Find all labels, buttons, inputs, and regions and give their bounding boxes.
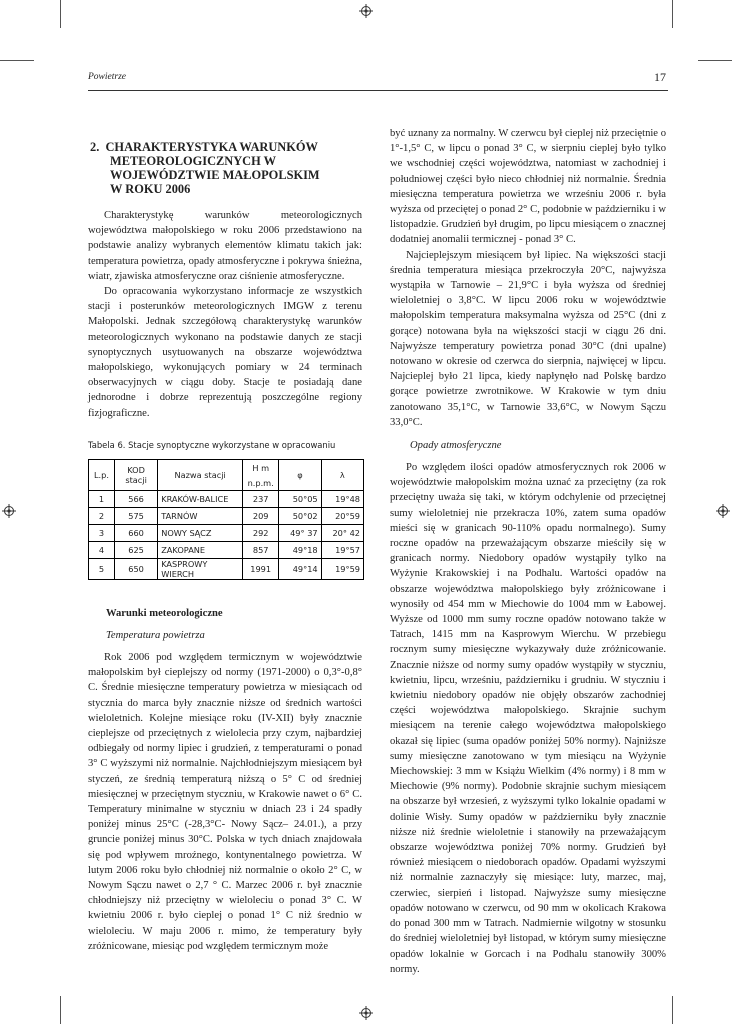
col-header: H m <box>243 460 279 476</box>
section-heading <box>90 140 360 196</box>
cell: 50°05 <box>279 491 321 508</box>
registration-mark-icon <box>359 4 373 18</box>
crop-mark-tl-v <box>60 0 61 28</box>
cell: 237 <box>243 491 279 508</box>
cell: 19°57 <box>321 542 363 559</box>
cell: 49°18 <box>279 542 321 559</box>
crop-mark-tr-h <box>698 60 732 61</box>
cell: 19°59 <box>321 559 363 580</box>
crop-mark-br-v <box>672 996 673 1024</box>
registration-mark-icon <box>359 1006 373 1020</box>
paragraph: Najcieplejszym miesiącem był lipiec. Na większości stacji średnia temperatura miesiąca przekroczyła 20°C, najwyższa wystąpiła w Tarnowie – 21,9°C i była wyższa od średniej wieloletniej o 3,8°C. W lipcu 2006 roku w województwie małopolskim temperatura maksymalna wyższa od 25°C (dni z gorące) notowana była na większości stacji w ciągu 26 dni. Najwyższe temperatury powietrza ponad 30°C (dni upalne) notowano w okresie od czerwca do sierpnia, najwięcej w lipcu. Najcieplej było 21 lipca, kiedy napłynęło nad Polskę bardzo gorące powietrze zwrotnikowe. W Krakowie w tym dniu zanotowano 35,1°C, w Tarnowie 33,6°C, w Nowym Sączu 33,0°C. <box>390 249 666 428</box>
heading-line: 2. CHARAKTERYSTYKA WARUNKÓW <box>90 140 318 154</box>
registration-mark-icon <box>716 504 730 518</box>
intro-text <box>88 208 362 421</box>
header-rule <box>88 90 668 91</box>
cell: 625 <box>114 542 157 559</box>
cell: 292 <box>243 525 279 542</box>
precipitation-text <box>390 460 666 977</box>
cell: 1991 <box>243 559 279 580</box>
cell: 857 <box>243 542 279 559</box>
col-header: L.p. <box>89 460 115 491</box>
cell: 2 <box>89 508 115 525</box>
cell: 20° 42 <box>321 525 363 542</box>
temperature-text-right <box>390 126 666 430</box>
crop-mark-tr-v <box>672 0 673 28</box>
cell: 49°14 <box>279 559 321 580</box>
col-header: n.p.m. <box>243 475 279 491</box>
heading-line: METEOROLOGICZNYCH W <box>110 154 277 168</box>
temperature-subtitle: Temperatura powietrza <box>106 630 205 641</box>
table-row <box>89 559 364 580</box>
cell: KASPROWY WIERCH <box>158 559 243 580</box>
cell: 650 <box>114 559 157 580</box>
cell: ZAKOPANE <box>158 542 243 559</box>
table-row <box>89 542 364 559</box>
paragraph: Do opracowania wykorzystano informacje ze wszystkich stacji i posterunków meteorologicznych IMGW z terenu Małopolski. Jednak szczegółową charakterystykę warunków meteorologicznych wykonano na podstawie danych ze stacji synoptycznych usytuowanych na obszarze województwa małopolskiego, wykonujących pomiary w 24 terminach obserwacyjnych w ciągu doby. Stacje te posiadają dane jednorodne i dobrze reprezentują poszczególne regiony fizjograficzne. <box>88 286 362 419</box>
heading-line: W ROKU 2006 <box>110 182 191 196</box>
registration-mark-icon <box>2 504 16 518</box>
heading-line: WOJEWÓDZTWIE MAŁOPOLSKIM <box>110 168 320 182</box>
stations-table <box>88 459 364 580</box>
col-header: KOD stacji <box>114 460 157 491</box>
paragraph: Charakterystykę warunków meteorologicznych województwa małopolskiego w roku 2006 przedstawiono na podstawie analizy wybranych elementów klimatu takich jak: temperatura powietrza, opady atmosferyczne i pokrywa śnieżna, wiatr, zjawiska atmosferyczne oraz ciśnienie atmosferyczne. <box>88 210 362 282</box>
col-header: φ <box>279 460 321 491</box>
col-header: λ <box>321 460 363 491</box>
cell: 20°59 <box>321 508 363 525</box>
cell: TARNÓW <box>158 508 243 525</box>
cell: 3 <box>89 525 115 542</box>
crop-mark-bl-v <box>60 996 61 1024</box>
page-number: 17 <box>654 70 666 84</box>
cell: 5 <box>89 559 115 580</box>
cell: 575 <box>114 508 157 525</box>
cell: 4 <box>89 542 115 559</box>
table-row <box>89 525 364 542</box>
cell: 566 <box>114 491 157 508</box>
cell: 660 <box>114 525 157 542</box>
col-header: Nazwa stacji <box>158 460 243 491</box>
running-title: Powietrze <box>88 72 126 82</box>
cell: 1 <box>89 491 115 508</box>
paragraph: być uznany za normalny. W czerwcu był cieplej niż przeciętnie o 1°-1,5° C, w lipcu o ponad 3° C, w sierpniu cieplej było tylko we wschodniej części województwa, natomiast w zachodniej i południowej części było nieco chłodniej niż normalnie. Średnia miesięczna temperatura powietrza we wrześniu 2006 r. była wyższa od przeciętej o ponad 2° C, podobnie w październiku i w listopadzie. Grudzień był drugim, po lipcu miesiącem o znacznej dodatniej anomalii termicznej - ponad 3° C. <box>390 128 666 246</box>
section-subtitle: Warunki meteorologiczne <box>106 608 223 619</box>
paragraph: Rok 2006 pod względem termicznym w województwie małopolskim był cieplejszy od normy (1971-2000) o 0,3°-0,8° C. Średnie miesięczne temperatury powietrza w miesiącach od stycznia do marca były znacznie niższe od średnich wartości wieloletnich. Kolejne miesiące roku (IV-XII) były znacznie cieplejsze od przeciętnych z wielolecia przy czym, najbardziej odbiegały od normy lipiec i grudzień, z temperaturami o ponad 3° C wyższymi niż normalnie. Najchłodniejszym miesiącem był styczeń, ze średnią temperaturą niższą o 5° C od średniej miesięcznej w przeciętnym styczniu, w Krakowie nawet o 6° C. Temperatury minimalne w styczniu w dniach 23 i 24 spadły poniżej minus 25°C (-28,3°C- Nowy Sącz– 24.01.), a przy gruncie poniżej minus 30°C. Polska w tych dniach znajdowała się pod wpływem mroźnego, kontynentalnego powietrza. W lutym 2006 roku było chłodniej niż normalnie o około 2° C, w Nowym Sączu nawet o 2,7 ° C. Marzec 2006 r. był znacznie chłodniejszy niż przeciętny w wieloleciu o ponad 3° C. W kwietniu 2006 r. było cieplej o ponad 1° C niż średnio w wieloleciu. W maju 2006 r. mimo, że temperatury były zróżnicowane, miesiąc pod względem termicznym może <box>88 652 362 952</box>
cell: 209 <box>243 508 279 525</box>
cell: KRAKÓW-BALICE <box>158 491 243 508</box>
precipitation-subtitle: Opady atmosferyczne <box>410 440 502 451</box>
paragraph: Po względem ilości opadów atmosferycznych rok 2006 w województwie małopolskim można uznać za przeciętny (za rok przeciętny uważa się taki, w którym odchylenie od przeciętnej sumy wieloletniej nie przekracza 10%, zatem suma opadów mieści się w granicach 90-110% opadu normalnego). Sumy roczne opadów na przeważającym obszarze mieściły się w granicach normy. Niedobory opadów wystąpiły tylko na Wyżynie Krakowskiej i na Podhalu. Wartości opadów na obszarze województwa małopolskiego były zróżnicowane i wynosiły od 454 mm w Miechowie do 1004 mm w Łabowej. Wyższe od 1000 mm sumy roczne opadów notowano także w Tatrach, 1415 mm na Kasprowym Wierchu. W przebiegu rocznym sumy miesięczne wykazywały duże zróżnicowanie. Znacznie niższe od normy sumy opadów wystąpiły w styczniu, kwietniu, lipcu, wrześniu, październiku i grudniu. W styczniu i kwietniu niedobory opadów nie objęły obszarów zachodniej części województwa małopolskiego. Skrajnie suchym miesiącem na terenie całego województwa małopolskiego okazał się lipiec (suma opadów poniżej 50% normy). Najniższe sumy miesięczne zanotowano w tym miesiącu na Wyżynie Miechowskiej: 3 mm w Książu Wielkim (4% normy) i 8 mm w Miechowie (9% normy). Podobnie skrajnie suchym miesiącem na obszarze był wrzesień, z wyższymi tylko lokalnie opadami w dolinie Wisły. Sumy opadów w październiku były znacznie niższe niż średnie wieloletnie i stanowiły na przeważającym obszarze województwa poniżej 70% normy. Grudzień był również miesiącem o niedoborach opadów. Opadami wyższymi niż normalnie zaznaczyły się miesiące: luty, marzec, maj, czerwiec, sierpień i listopad. Najwyższe sumy miesięczne opadów notowano w czerwcu, od 90 mm w okolicach Krakowa do ponad 300 mm w Tatrach. Nadmiernie wilgotny w stosunku do średniej wieloletniej był listopad, w którym sumy miesięczne opadów lokalnie w Gorcach i na Podhalu stanowiły 300% normy. <box>390 462 666 975</box>
cell: 50°02 <box>279 508 321 525</box>
table-caption: Tabela 6. Stacje synoptyczne wykorzystane w opracowaniu <box>88 440 336 450</box>
table-row <box>89 491 364 508</box>
table-row <box>89 508 364 525</box>
temperature-text-left <box>88 650 362 954</box>
cell: 19°48 <box>321 491 363 508</box>
cell: NOWY SĄCZ <box>158 525 243 542</box>
table-header-row <box>89 460 364 476</box>
cell: 49° 37 <box>279 525 321 542</box>
crop-mark-tl-h <box>0 60 34 61</box>
